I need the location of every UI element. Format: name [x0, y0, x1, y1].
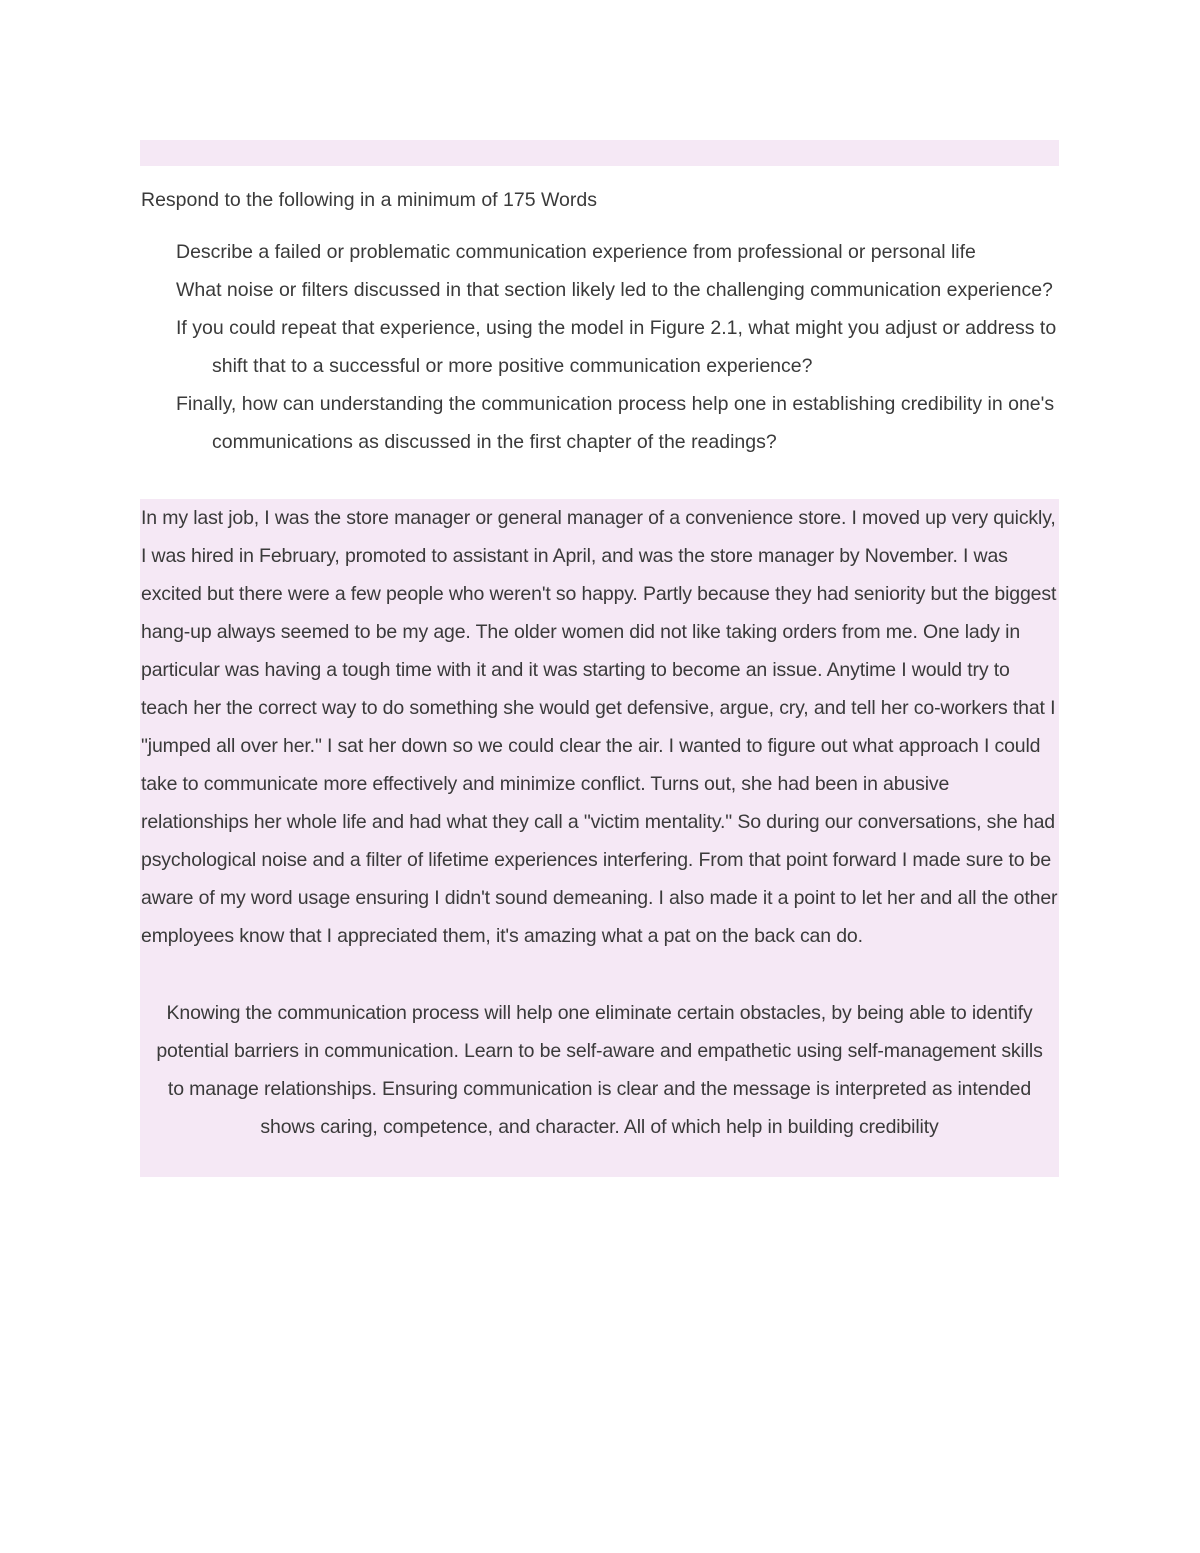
question-list — [176, 233, 1060, 461]
response-paragraph: In my last job, I was the store manager or general manager of a convenience store. I moved up very quickly, I was hired in February, promoted to assistant in April, and was the store manager by November. I was excited but there were a few people who weren't so happy. Partly because they had seniority but the biggest hang-up always seemed to be my age. The older women did not like taking orders from me. One lady in particular was having a tough time with it and it was starting to become an issue. Anytime I would try to teach her the correct way to do something she would get defensive, argue, cry, and tell her co-workers that I "jumped all over her." I sat her down so we could clear the air. I wanted to figure out what approach I could take to communicate more effectively and minimize conflict. Turns out, she had been in abusive relationships her whole life and had what they call a "victim mentality." So during our conversations, she had psychological noise and a filter of lifetime experiences interfering. From that point forward I made sure to be aware of my word usage ensuring I didn't sound demeaning. I also made it a point to let her and all the other employees know that I appreciated them, it's amazing what a pat on the back can do. — [141, 507, 1058, 947]
question-item: What noise or filters discussed in that section likely led to the challenging communication experience? — [176, 279, 1053, 301]
prompt-heading: Respond to the following in a minimum of 175 Words — [141, 189, 597, 211]
question-item: Finally, how can understanding the communication process help one in establishing credibility in one's communications as discussed in the first chapter of the readings? — [176, 393, 1055, 453]
question-item: If you could repeat that experience, using the model in Figure 2.1, what might you adjust or address to shift that to a successful or more positive communication experience? — [176, 317, 1057, 377]
highlight-band — [140, 140, 1059, 166]
conclusion-paragraph: Knowing the communication process will help one eliminate certain obstacles, by being able to identify potential barriers in communication. Learn to be self-aware and empathetic using self-management skills to manage relationships. Ensuring communication is clear and the message is interpreted as intended shows caring, competence, and character. All of which help in building credibility — [156, 1002, 1043, 1138]
response-block — [140, 499, 1059, 1177]
question-item: Describe a failed or problematic communication experience from professional or personal life — [176, 241, 976, 263]
